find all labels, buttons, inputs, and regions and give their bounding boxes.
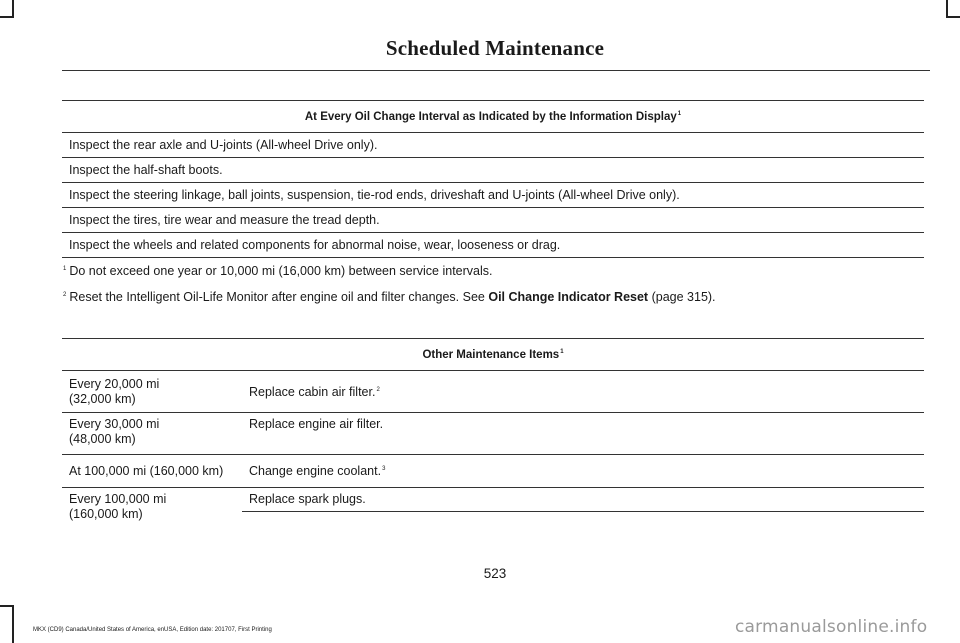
edition-info: MKX (CD9) Canada/United States of America, enUSA, Edition date: 201707, First Printing [33,627,272,633]
page-title: Scheduled Maintenance [385,36,605,60]
footnote-1: $^1$ Do not exceed one year or 10,000 mi (16,000 km) between service intervals. [63,264,493,278]
table-row [62,455,924,488]
table-row: Inspect the steering linkage, ball joints, suspension, tie-rod ends, driveshaft and U-joints (All-wheel Drive only). [62,183,924,208]
table-row: Inspect the rear axle and U-joints (All-wheel Drive only). [62,133,924,158]
oil-change-interval-table [62,100,924,258]
title-divider [62,70,930,71]
action-cell: Change engine coolant.$^3$ [242,455,924,488]
oil-change-indicator-reset-link[interactable]: Oil Change Indicator Reset [488,290,649,304]
interval-cell: Every 100,000 mi (160,000 km) [69,492,167,521]
table-heading: Other Maintenance Items$^1$ [62,339,924,371]
crop-mark-top-right-h [946,16,960,18]
table-row [62,371,924,413]
crop-mark-bottom-left-v [12,605,14,643]
footnote-marker: 1 [560,348,564,355]
interval-cell: At 100,000 mi (160,000 km) [62,455,242,488]
action-cell: Replace spark plugs. [242,488,924,512]
other-maintenance-table [62,338,924,532]
action-cell: Replace cabin air filter.$^2$ [242,371,924,413]
table-row [62,488,924,512]
watermark: carmanualsonline.info [735,617,928,637]
table-row: Inspect the tires, tire wear and measure the tread depth. [62,208,924,233]
table-heading: At Every Oil Change Interval as Indicated by the Information Display$^1$ [62,101,924,133]
footnote-2: $^2$ Reset the Intelligent Oil-Life Monitor after engine oil and filter changes. See Oil Change Indicator Reset (page 315). [63,290,716,304]
empty-cell [242,512,924,532]
interval-cell: Every 30,000 mi (48,000 km) [62,413,242,455]
page-number: 523 [483,566,507,581]
table-row: Inspect the wheels and related components for abnormal noise, wear, looseness or drag. [62,233,924,258]
footnote-marker: 1 [677,110,682,117]
interval-cell: Every 20,000 mi (32,000 km) [62,371,242,413]
crop-mark-bottom-left-h [0,605,14,607]
table-row: Inspect the half-shaft boots. [62,158,924,183]
table-row [62,413,924,455]
crop-mark-top-left-h [0,16,14,18]
action-cell: Replace engine air filter. [242,413,924,455]
